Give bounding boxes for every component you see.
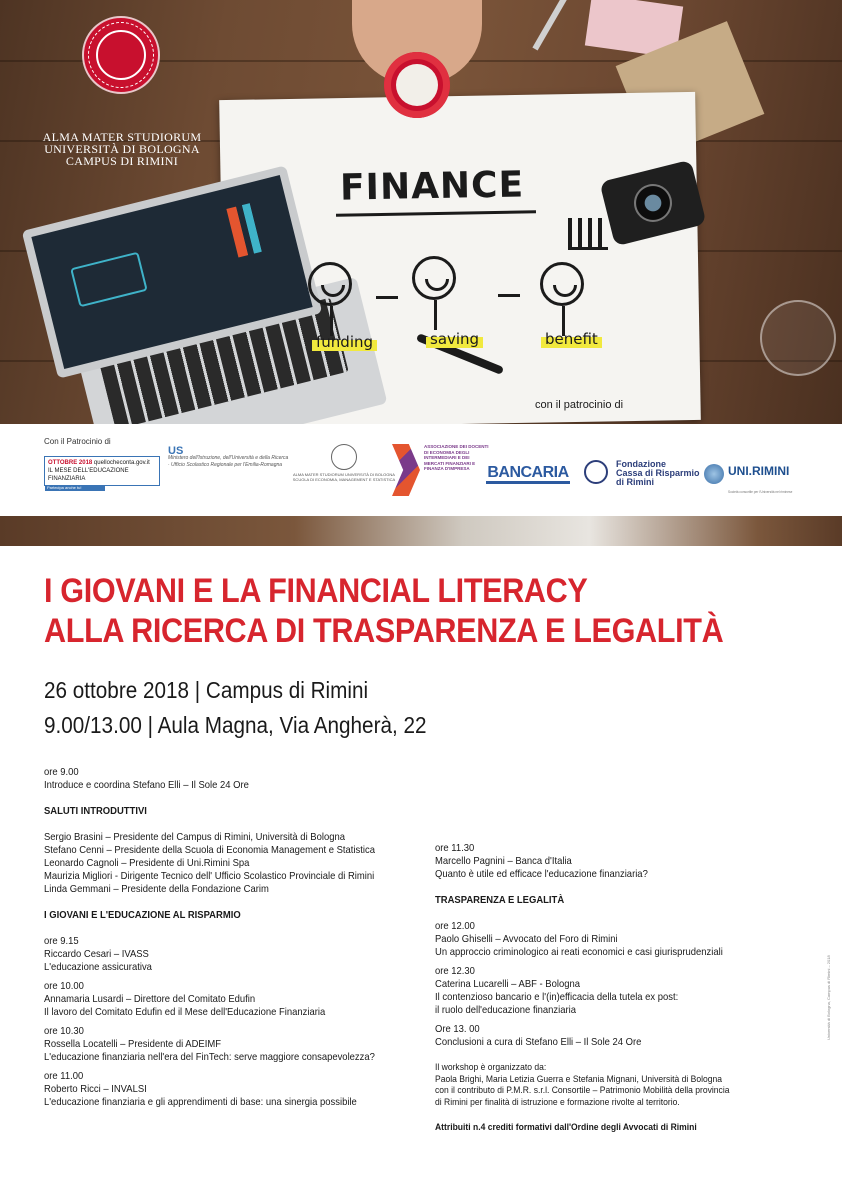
saluti-item: Sergio Brasini – Presidente del Campus di Rimini, Università di Bologna (44, 831, 345, 843)
screen-bars (226, 199, 277, 257)
label-saving: saving (426, 330, 483, 348)
hero-photo (0, 0, 842, 424)
program-speaker: Rossella Locatelli – Presidente di ADEIMF (44, 1038, 222, 1050)
ottobre-site: quellocheconta.gov.it (93, 460, 150, 466)
program-speaker: Caterina Lucarelli – ABF - Bologna (435, 978, 580, 990)
workshop-line: Paola Brighi, Maria Letizia Guerra e Stefania Mignani, Università di Bologna (435, 1073, 723, 1085)
program-time: ore 9.00 (44, 766, 79, 778)
carim-seal-icon (584, 460, 608, 484)
program-topic: il ruolo dell'educazione finanziaria (435, 1004, 577, 1016)
pen (532, 0, 567, 50)
adeimf-chevron-icon (392, 444, 420, 496)
dash (376, 296, 398, 299)
program-topic: Il lavoro del Comitato Edufin ed il Mese dell'Educazione Finanziaria (44, 1006, 326, 1018)
dash (498, 294, 520, 297)
saluti-item: Maurizia Migliori - Dirigente Tecnico dell' Ufficio Scolastico Provinciale di Rimini (44, 870, 375, 882)
label-funding: funding (312, 333, 377, 351)
saluti-item: Leonardo Cagnoli – Presidente di Uni.Rimini Spa (44, 857, 250, 869)
saluti-item: Stefano Cenni – Presidente della Scuola di Economia Management e Statistica (44, 844, 375, 856)
side-credit: Università di Bologna, Campus di Rimini – 2018 (826, 955, 831, 1040)
unirimini-sub: Società consortile per l'Università nel riminese (728, 490, 793, 494)
spacer (435, 907, 729, 920)
spacer (44, 922, 375, 935)
sponsor-bancaria-logo: BANCARIA (486, 464, 570, 484)
smiley-face-icon (412, 256, 456, 300)
program-speaker: Roberto Ricci – INVALSI (44, 1083, 147, 1095)
university-line: UNIVERSITÀ DI BOLOGNA (44, 142, 200, 156)
stick-body (434, 300, 437, 330)
miur-us: US (168, 445, 184, 457)
workshop-line: con il contributo di P.M.R. s.r.l. Consortile – Patrimonio Mobilità della provincia (435, 1085, 730, 1096)
university-seal-logo (82, 16, 160, 94)
program-text: Introduce e coordina Stefano Elli – Il Sole 24 Ore (44, 779, 249, 791)
program-topic: Un approccio criminologico ai reati economici e casi giurisprudenziali (435, 946, 723, 958)
unirimini-name: UNI.RIMINI (728, 464, 790, 478)
smiley-face-icon (540, 262, 584, 306)
seal-ring (88, 22, 154, 88)
spacer (44, 792, 375, 805)
program-time: ore 11.00 (44, 1070, 84, 1082)
ottobre-strip: Partecipa anche tu! (45, 485, 105, 491)
spacer (435, 1049, 729, 1062)
finance-drawing-title: FINANCE (339, 164, 525, 209)
program-time: ore 11.30 (435, 842, 475, 854)
event-title (44, 571, 723, 651)
event-date-line: 26 ottobre 2018 | Campus di Rimini (44, 677, 369, 703)
workshop-line: Il workshop è organizzato da: (435, 1062, 547, 1073)
program-topic: L'educazione assicurativa (44, 961, 152, 973)
university-name (32, 131, 212, 167)
globe-icon (704, 464, 724, 484)
program-time: ore 12.30 (435, 965, 475, 977)
saluti-item: Linda Gemmani – Presidente della Fondazione Carim (44, 883, 269, 895)
program-left-column (44, 766, 375, 1109)
sponsor-unirimini-logo (704, 460, 816, 494)
workshop-line: di Rimini per finalità di istruzione e formazione rivolte al territorio. (435, 1096, 680, 1108)
program-time: ore 9.15 (44, 935, 79, 947)
section-heading-giovani: I GIOVANI E L'EDUCAZIONE AL RISPARMIO (44, 909, 241, 921)
patronage-top-label: con il patrocinio di (535, 399, 624, 411)
event-time-line: 9.00/13.00 | Aula Magna, Via Angherà, 22 (44, 712, 427, 738)
unibo-seal-icon (331, 444, 357, 470)
spacer (44, 896, 375, 909)
section-heading-saluti: SALUTI INTRODUTTIVI (44, 805, 147, 817)
program-speaker: Riccardo Cesari – IVASS (44, 948, 149, 960)
program-time: ore 12.00 (435, 920, 475, 932)
sponsor-unibo-logo (292, 444, 396, 496)
program-topic: Quanto è utile ed efficace l'educazione finanziaria? (435, 868, 648, 880)
spacer (435, 1108, 729, 1121)
sponsor-miur-logo (168, 445, 290, 492)
miur-text: Ministero dell'Istruzione, dell'Università e della Ricerca · Ufficio Scolastico Regionale per l'Emilia-Romagna (168, 455, 289, 468)
section-heading-trasparenza: TRASPARENZA E LEGALITÀ (435, 894, 565, 906)
growth-chart-icon (568, 218, 608, 250)
sponsor-ottobre-logo (44, 456, 160, 490)
sponsor-adeimf-logo (392, 444, 488, 496)
program-time: ore 10.30 (44, 1025, 84, 1037)
smiley-face-icon (308, 262, 352, 306)
ottobre-line: IL MESE DELL'EDUCAZIONE FINANZIARIA (48, 468, 129, 482)
program-time: ore 10.00 (44, 980, 84, 992)
carim-line: Fondazione (616, 459, 666, 469)
carim-line: Cassa di Risparmio (616, 468, 700, 478)
carim-text (616, 460, 708, 487)
coffee-mug (384, 52, 450, 118)
photo-strip (0, 516, 842, 546)
spacer (44, 818, 375, 831)
program-right-column (435, 842, 729, 1134)
sponsor-carim-logo (584, 458, 702, 490)
ottobre-month: OTTOBRE 2018 (48, 460, 93, 466)
event-title-line1: I GIOVANI E LA FINANCIAL LITERACY (44, 572, 588, 610)
program-topic: L'educazione finanziaria e gli apprendimenti di base: una sinergia possibile (44, 1096, 357, 1108)
glass (760, 300, 836, 376)
spacer (435, 881, 729, 894)
university-line: ALMA MATER STUDIORUM (42, 130, 202, 144)
program-speaker: Marcello Pagnini – Banca d'Italia (435, 855, 572, 867)
program-speaker: Paolo Ghiselli – Avvocato del Foro di Rimini (435, 933, 618, 945)
carim-line: di Rimini (616, 477, 654, 487)
stick-body (330, 306, 333, 336)
event-title-line2: ALLA RICERCA DI TRASPARENZA E LEGALITÀ (44, 612, 724, 650)
program-speaker: Annamaria Lusardi – Direttore del Comitato Edufin (44, 993, 256, 1005)
label-benefit: benefit (541, 330, 602, 348)
screen-chart (70, 252, 148, 308)
program-time: Ore 13. 00 (435, 1023, 480, 1035)
program-topic: L'educazione finanziaria nell'era del FinTech: serve maggiore consapevolezza? (44, 1051, 375, 1063)
university-line: CAMPUS DI RIMINI (65, 154, 179, 168)
program-speaker: Conclusioni a cura di Stefano Elli – Il Sole 24 Ore (435, 1036, 642, 1048)
adeimf-text: ASSOCIAZIONE DEI DOCENTI DI ECONOMIA DEGLI INTERMEDIARI E DEI MERCATI FINANZIARI E FINANZA D'IMPRESA (424, 444, 489, 471)
patronage-label: Con il Patrocinio di (44, 437, 111, 446)
credits-note: Attribuiti n.4 crediti formativi dall'Ordine degli Avvocati di Rimini (435, 1122, 697, 1133)
unibo-text: ALMA MATER STUDIORUM UNIVERSITÀ DI BOLOGNA SCUOLA DI ECONOMIA, MANAGEMENT E STATISTICA (292, 472, 396, 482)
program-topic: Il contenzioso bancario e l'(in)efficacia della tutela ex post: (435, 991, 679, 1003)
